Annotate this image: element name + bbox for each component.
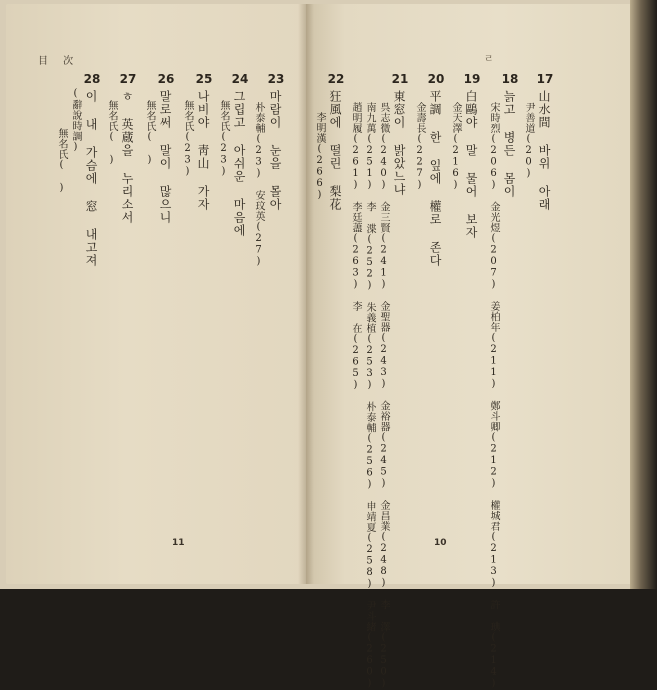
entry-number: 18 xyxy=(501,72,519,86)
entry-author: 姜柏年(211) xyxy=(488,301,499,390)
book-gutter xyxy=(298,4,314,584)
entry-author: 朱義植(253) xyxy=(364,302,375,391)
entry-number: 17 xyxy=(536,72,554,86)
entry-author: 金三賢(241) xyxy=(378,201,389,291)
entry-title: 늙고 병든 몸이 xyxy=(502,90,516,198)
entry-authors xyxy=(70,88,80,153)
entry-title: 白鷗야 말 물어 보자 xyxy=(464,90,478,239)
entry-author: 尹斗緒(260) xyxy=(364,600,375,690)
entry-authors xyxy=(488,102,498,690)
entry-author: 李明漢(266) xyxy=(314,112,325,201)
running-head: 目 次 xyxy=(38,56,80,67)
entry-author: 朴泰輔(23) xyxy=(253,102,264,180)
entry-title: 그립고 아쉬운 마음에 xyxy=(232,90,246,237)
entry-title: 이 내 가슴에 窓 내고져 xyxy=(84,90,98,267)
entry-number: 28 xyxy=(83,72,101,86)
entry-number: 21 xyxy=(391,72,409,86)
entry-author: 無名氏( ) xyxy=(56,128,67,194)
entry-number: 27 xyxy=(119,72,137,86)
entry-author: 南九萬(251) xyxy=(364,102,375,191)
entry-authors xyxy=(106,100,116,166)
entry-author: 金聖器(243) xyxy=(378,301,389,390)
page-mark: ㄹ xyxy=(484,54,494,65)
entry-author: 無名氏( ) xyxy=(106,100,117,166)
entry-number: 23 xyxy=(267,72,285,86)
entry-author: 宋時烈(206) xyxy=(488,102,499,191)
left-page-number: 11 xyxy=(172,538,185,548)
entry-author: 金壽長(227) xyxy=(414,102,425,191)
entry-title: 나비야 靑山 가자 xyxy=(196,90,210,211)
entry-number: 24 xyxy=(231,72,249,86)
entry-author: 金昌業(248) xyxy=(378,500,389,589)
entry-author: 金光煜(207) xyxy=(488,201,499,291)
entry-author: 鄭斗卿(212) xyxy=(488,400,499,490)
entry-author: 權城君(213) xyxy=(488,500,499,589)
entry-number: 22 xyxy=(327,72,345,86)
left-page xyxy=(6,4,306,584)
entry-title: 마람이 눈을 몰아 xyxy=(268,90,282,211)
right-page-number: 10 xyxy=(434,538,447,548)
entry-author: 尹善道(20) xyxy=(523,102,534,180)
entry-authors xyxy=(414,102,424,191)
entry-author: 朴泰輔(256) xyxy=(364,401,375,491)
entry-title: 山水間 바위 아래 xyxy=(537,90,551,211)
entry-authors xyxy=(218,100,228,178)
entry-author: 安玟英(27) xyxy=(253,190,264,268)
entry-authors xyxy=(182,100,192,178)
entry-author: 無名氏(23) xyxy=(182,100,193,178)
entry-author: 呉志微(240) xyxy=(378,102,389,191)
entry-number: 26 xyxy=(157,72,175,86)
entry-author: 無名氏(23) xyxy=(218,100,229,178)
entry-authors xyxy=(314,112,324,201)
entry-authors xyxy=(450,102,460,191)
entry-authors xyxy=(253,102,263,268)
entry-author: 李廷藎(263) xyxy=(350,201,361,291)
entry-authors xyxy=(56,128,66,194)
entry-author: 李 在(265) xyxy=(350,301,361,391)
page-edge xyxy=(630,0,657,589)
entry-authors xyxy=(523,102,533,180)
entry-author: 申靖夏(258) xyxy=(364,501,375,590)
entry-title: 平調 한 잎에 權로 존다 xyxy=(428,90,442,267)
entry-author: 李 澤(250) xyxy=(378,599,389,690)
entry-authors xyxy=(364,102,374,690)
entry-authors xyxy=(144,100,154,166)
entry-number: 19 xyxy=(463,72,481,86)
entry-author: 李 渫(252) xyxy=(364,201,375,292)
entry-title: 狂風에 떨린 梨花 xyxy=(328,90,342,211)
entry-author: 趙明履(261) xyxy=(350,102,361,191)
entry-title: 말로써 말이 많으니 xyxy=(158,90,172,224)
entry-author: 金裕器(245) xyxy=(378,400,389,490)
entry-authors xyxy=(350,102,360,391)
entry-number: 20 xyxy=(427,72,445,86)
entry-authors xyxy=(378,102,388,690)
entry-author: (辭說時調) xyxy=(70,88,81,153)
entry-author: 無名氏( ) xyxy=(144,100,155,166)
entry-author: 許 琠(214) xyxy=(488,599,499,690)
entry-number: 25 xyxy=(195,72,213,86)
entry-author: 金天澤(216) xyxy=(450,102,461,191)
entry-title: ㅎ 英蔵을 누리소서 xyxy=(120,90,134,224)
entry-title: 東窓이 밝았느냐 xyxy=(392,90,406,196)
